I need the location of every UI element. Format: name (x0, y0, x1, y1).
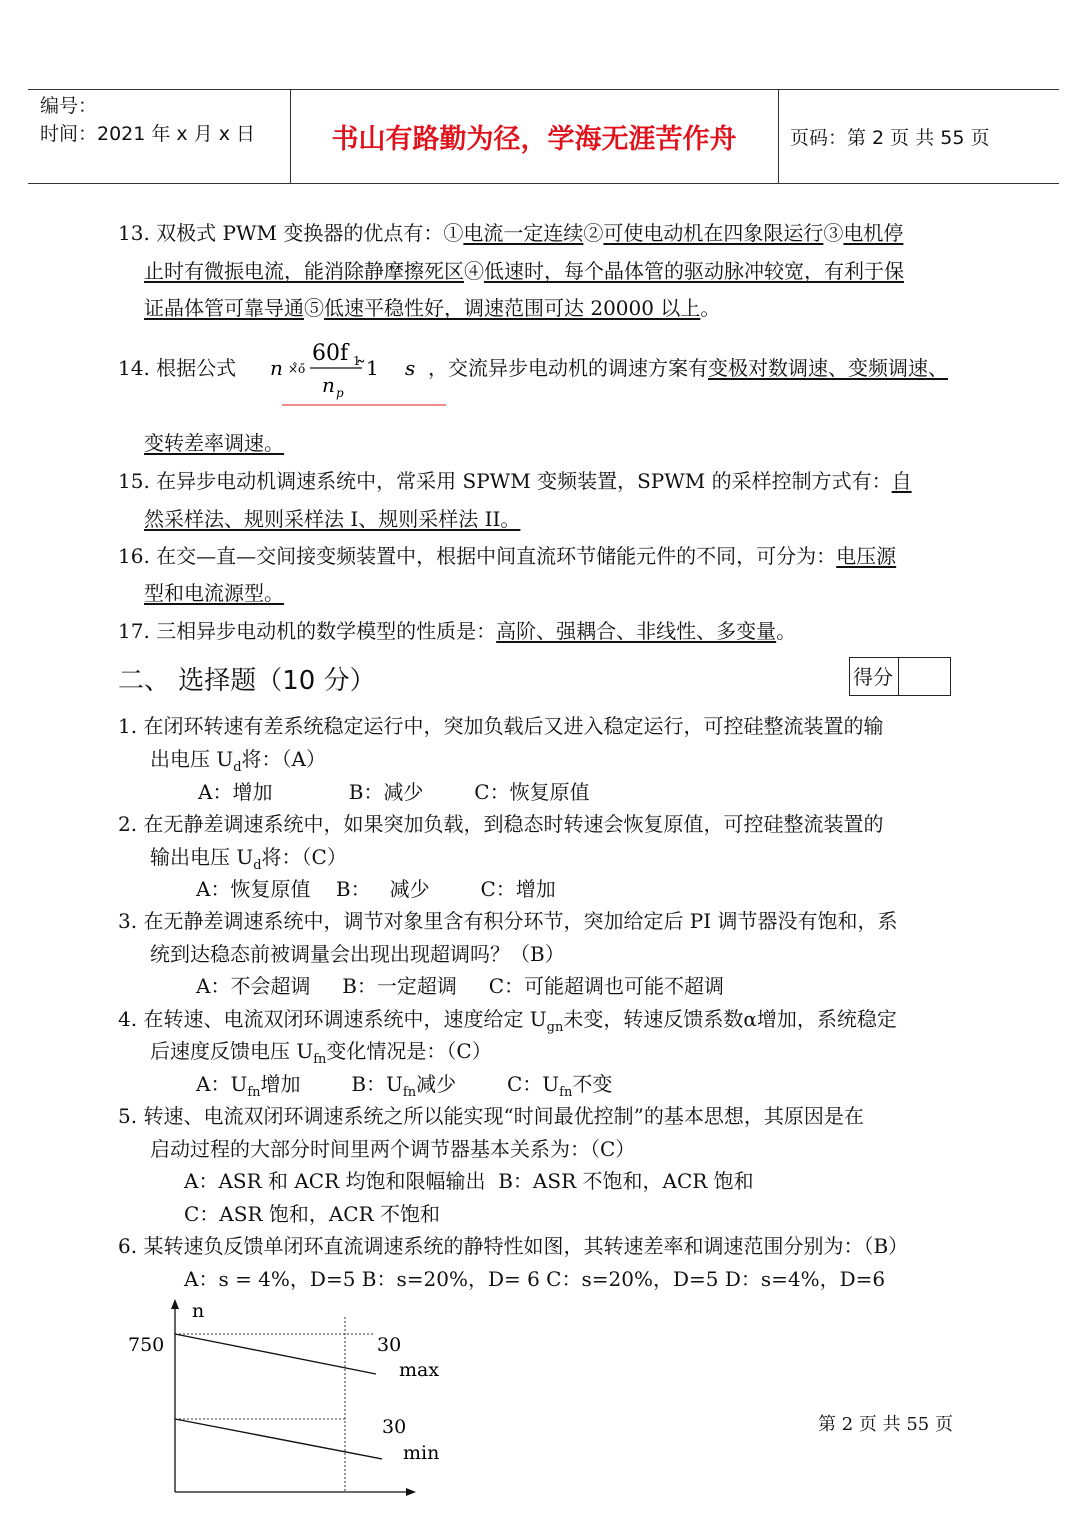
c3-line2: 统到达稳态前被调量会出现出现超调吗？（B） (150, 942, 565, 966)
c4-sub: fn (313, 1052, 327, 1067)
q16-answer: 型和电流源型。 (144, 581, 284, 605)
q15-line2 (144, 505, 520, 533)
x-axis-arrow (406, 1488, 416, 1496)
q13-answer: 可使电动机在四象限运行 (603, 221, 824, 245)
q14-suffix: ，交流异步电动机的调速方案有 (428, 356, 708, 380)
c4-sub: gn (546, 1020, 564, 1035)
q17-line (118, 617, 796, 645)
q13-marker: ⑤ (304, 296, 324, 320)
formula-approx: ×̊ő (288, 362, 306, 376)
formula-n: n (270, 356, 283, 380)
q13-end: 。 (700, 296, 721, 320)
y-tick-750: 750 (128, 1334, 165, 1356)
c4-opt: 减少 C：U (416, 1072, 560, 1096)
c2-text: 输出电压 U (150, 845, 254, 869)
header-divider (778, 90, 779, 183)
q14-line2 (144, 429, 284, 457)
q13-line2 (144, 257, 904, 285)
formula-den-sub: p (336, 386, 344, 400)
c4-opt: 增加 B：U (260, 1072, 403, 1096)
q15-answer: 自 (891, 469, 912, 493)
min-speed-line (175, 1419, 382, 1459)
q13-prefix: 13. 双极式 PWM 变换器的优点有：① (118, 221, 464, 245)
q16-answer: 电压源 (836, 544, 897, 568)
header-number: 编号： (40, 95, 98, 117)
max-speed-line (175, 1334, 376, 1374)
q15-prefix: 15. 在异步电动机调速系统中，常采用 SPWM 变频装置，SPWM 的采样控制方式有： (118, 469, 892, 493)
max-label: max (399, 1359, 440, 1381)
q16-prefix: 16. 在交—直—交间接变频装置中，根据中间直流环节储能元件的不同，可分为： (118, 544, 837, 568)
q17-end: 。 (776, 619, 797, 643)
q14-prefix: 14. 根据公式 (118, 356, 237, 380)
q13-answer: 电流一定连续 (463, 221, 584, 245)
c4-line2 (150, 1037, 492, 1074)
c5-options1: A：ASR 和 ACR 均饱和限幅输出 B：ASR 不饱和，ACR 饱和 (184, 1169, 754, 1193)
lower-drop-label: 30 (382, 1416, 407, 1438)
c1-sub: d (233, 760, 242, 775)
c2-line1: 2. 在无静差调速系统中，如果突加负载，到稳态时转速会恢复原值，可控硅整流装置的 (118, 812, 884, 836)
q13-line1 (118, 219, 903, 247)
score-label: 得分 (853, 665, 893, 689)
c1-options: A：增加 B：减少 C：恢复原值 (198, 780, 590, 804)
page-footer: 第 2 页 共 55 页 (818, 1414, 953, 1435)
q17-answer: 高阶、强耦合、非线性、多变量 (496, 619, 777, 643)
q13-answer: 证晶体管可靠导通 (144, 296, 304, 320)
q13-answer: 低速时，每个晶体管的驱动脉冲较宽，有利于保 (484, 259, 904, 283)
q14-answer: 变转差率调速。 (144, 431, 284, 455)
formula-s: s (405, 356, 416, 380)
header-slogan: 书山有路勤为径，学海无涯苦作舟 (331, 124, 737, 155)
c4-sub: fn (402, 1085, 417, 1100)
c6-line1: 6. 某转速负反馈单闭环直流调速系统的静特性如图，其转速差率和调速范围分别为：（B） (118, 1234, 909, 1258)
c1-line1: 1. 在闭环转速有差系统稳定运行中，突加负载后又进入稳定运行，可控硅整流装置的输 (118, 714, 884, 738)
page-header (28, 89, 1059, 184)
q17-prefix: 17. 三相异步电动机的数学模型的性质是： (118, 619, 497, 643)
c2-sub: d (253, 858, 262, 873)
c5-options2: C：ASR 饱和，ACR 不饱和 (184, 1202, 441, 1226)
header-meta (40, 92, 290, 148)
q14-line1-rest (428, 354, 948, 382)
y-axis-arrow (171, 1299, 179, 1309)
q13-answer: 电机停 (843, 221, 904, 245)
y-axis-label: n (192, 1300, 205, 1322)
c4-opt: A：U (196, 1072, 248, 1096)
section-title: 二、 选择题（10 分） (118, 666, 376, 696)
q15-line1 (118, 467, 912, 495)
c3-line1: 3. 在无静差调速系统中，调节对象里含有积分环节，突加给定后 PI 调节器没有饱和，系 (118, 909, 898, 933)
q13-marker: ③ (823, 221, 844, 245)
static-characteristic-graph (120, 1295, 450, 1500)
c5-line2: 启动过程的大部分时间里两个调节器基本关系为：（C） (150, 1137, 636, 1161)
q14-answer: 变极对数调速、变频调速、 (708, 356, 948, 380)
formula-middle: ̃1 (366, 356, 379, 380)
q14-formula (270, 335, 450, 407)
c4-text: 未变，转速反馈系数α增加，系统稳定 (563, 1007, 897, 1031)
min-label: min (403, 1442, 440, 1464)
c4-text: 后速度反馈电压 U (150, 1039, 314, 1063)
header-page: 页码：第 2 页 共 55 页 (790, 127, 990, 149)
score-divider (898, 658, 899, 695)
q16-line2 (144, 579, 284, 607)
q16-line1 (118, 542, 896, 570)
q13-marker: ④ (464, 259, 484, 283)
formula-numerator: 60f (312, 341, 349, 366)
formula-num-sub: 1 (353, 354, 361, 368)
q15-answer: 然采样法、规则采样法 I、规则采样法 II。 (144, 507, 521, 531)
formula-denominator: n (322, 373, 335, 397)
header-time: 时间：2021 年 x 月 x 日 (40, 123, 256, 145)
c4-text: 4. 在转速、电流双闭环调速系统中，速度给定 U (118, 1007, 547, 1031)
c1-text: 将：（A） (241, 747, 326, 771)
c4-text: 变化情况是：（C） (326, 1039, 492, 1063)
c2-options: A：恢复原值 B： 减少 C：增加 (196, 877, 556, 901)
score-box (849, 657, 951, 696)
q13-answer: 止时有微振电流，能消除静摩擦死区 (144, 259, 464, 283)
q13-line3 (144, 294, 720, 322)
c5-line1: 5. 转速、电流双闭环调速系统之所以能实现“时间最优控制”的基本思想，其原因是在 (118, 1104, 864, 1128)
c2-text: 将：（C） (261, 845, 347, 869)
q13-answer: 低速平稳性好，调速范围可达 20000 以上 (324, 296, 701, 320)
c4-sub: fn (559, 1085, 573, 1100)
q13-marker: ② (583, 221, 604, 245)
c3-options: A：不会超调 B：一定超调 C：可能超调也可能不超调 (196, 974, 725, 998)
upper-drop-label: 30 (377, 1334, 402, 1356)
c4-sub: fn (247, 1085, 261, 1100)
c1-text: 出电压 U (150, 747, 234, 771)
c4-opt: 不变 (572, 1072, 613, 1096)
c1-line2 (150, 745, 326, 782)
c6-options: A：s = 4%，D=5 B：s=20%，D= 6 C：s=20%，D=5 D：s=4%，D=6 (184, 1267, 886, 1291)
